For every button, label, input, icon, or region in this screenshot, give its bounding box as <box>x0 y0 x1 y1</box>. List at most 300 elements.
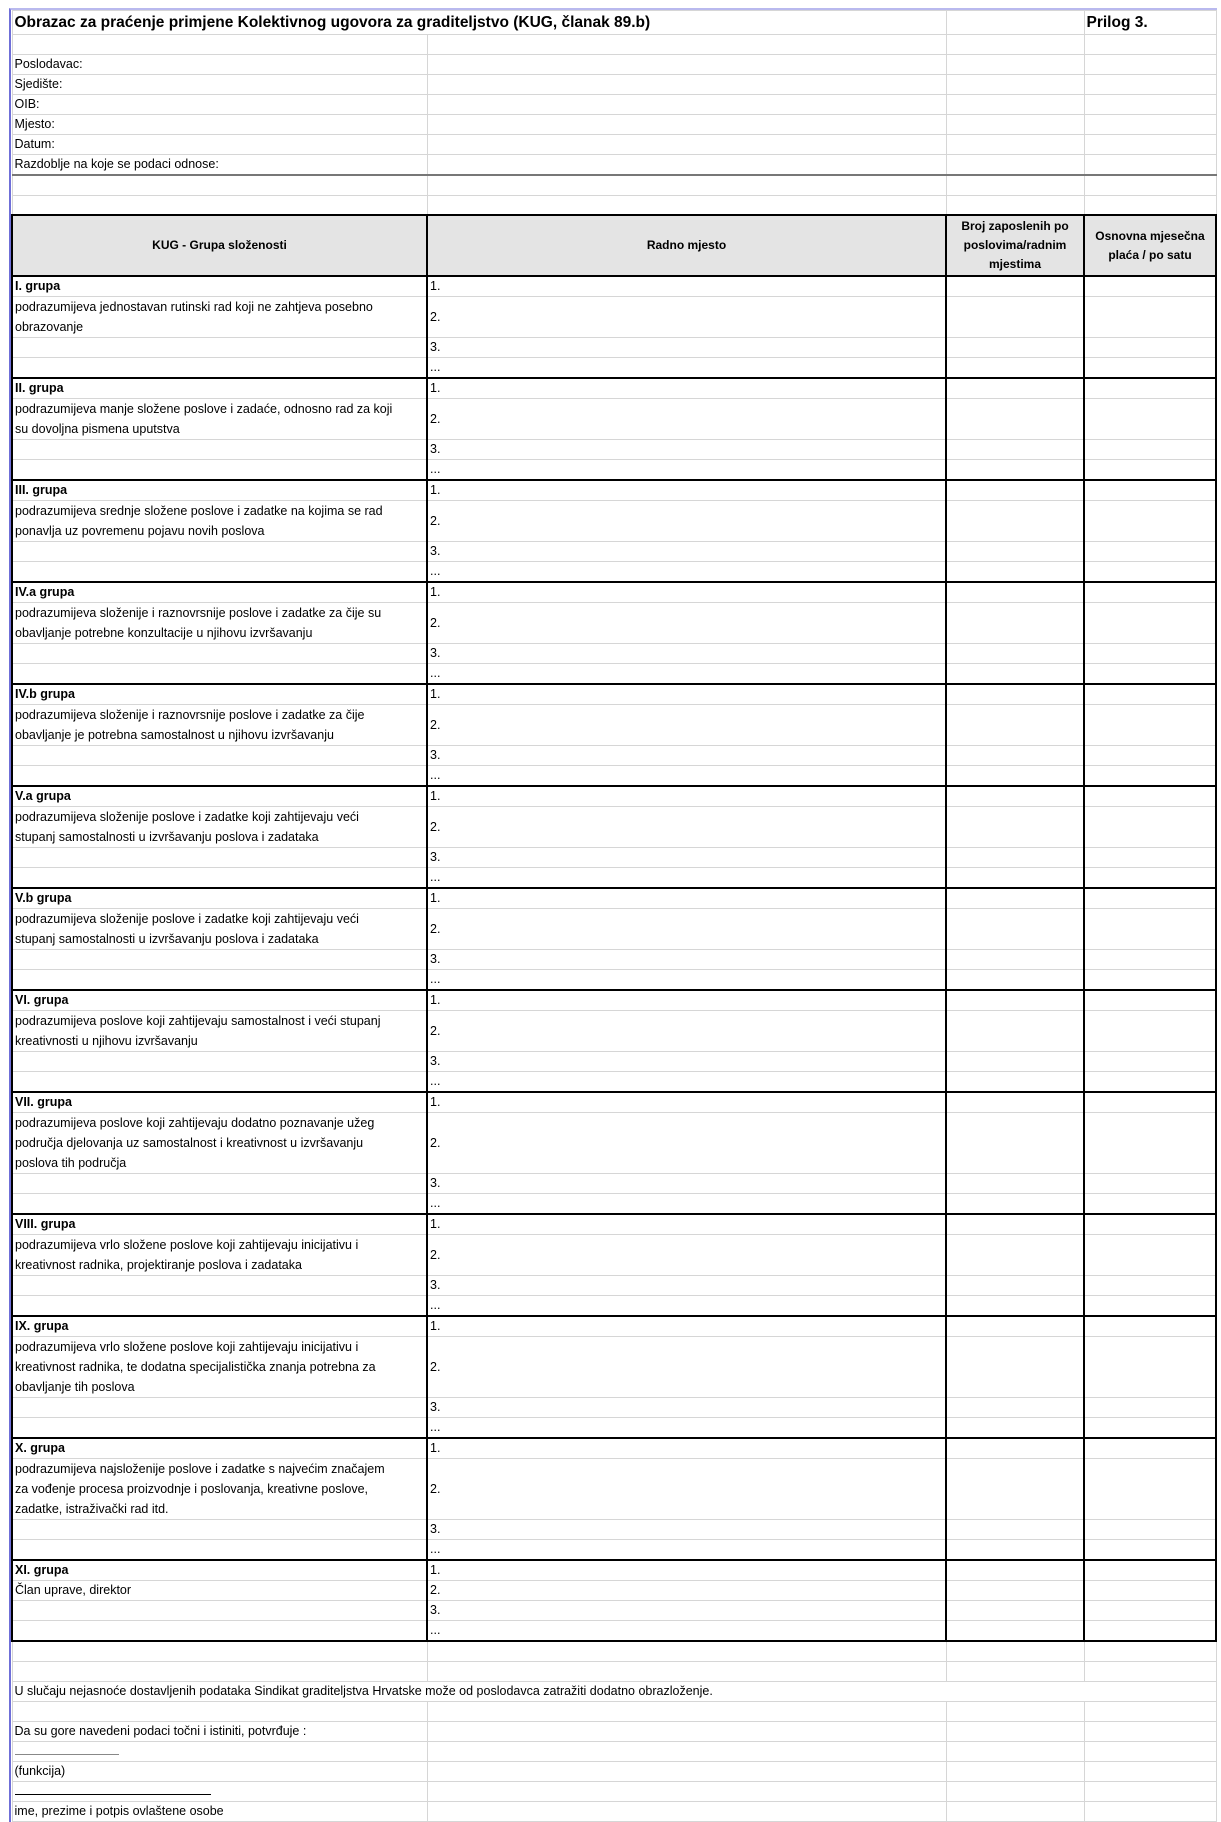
base-salary-input[interactable] <box>1084 440 1216 460</box>
cell <box>12 746 427 766</box>
employee-count-input[interactable] <box>946 440 1084 460</box>
group-row <box>12 603 1216 644</box>
description-line: zadatke, istraživački rad itd. <box>15 1502 169 1516</box>
employee-count-input[interactable] <box>946 582 1084 603</box>
description-line: stupanj samostalnosti u izvršavanju poslova i zadataka <box>15 932 319 946</box>
field-value-input[interactable] <box>427 75 946 95</box>
employee-count-input[interactable] <box>946 358 1084 379</box>
cell[interactable] <box>1084 1781 1216 1801</box>
description-line: podrazumijeva poslove koji zahtijevaju samostalnost i veći stupanj <box>15 1014 381 1028</box>
cell[interactable] <box>427 1781 946 1801</box>
cell[interactable] <box>12 1641 427 1661</box>
job-position-input[interactable]: 2. <box>427 1459 946 1520</box>
employee-count-input[interactable] <box>946 684 1084 705</box>
field-label: OIB: <box>12 95 427 115</box>
function-signature-line[interactable] <box>12 1741 427 1761</box>
job-position-input[interactable]: ... <box>427 970 946 991</box>
group-row <box>12 1214 1216 1235</box>
job-position-input[interactable]: 3. <box>427 1174 946 1194</box>
group-row <box>12 1621 1216 1642</box>
employee-count-input[interactable] <box>946 868 1084 889</box>
cell[interactable] <box>946 11 1084 35</box>
note-row <box>12 1681 1216 1701</box>
cell[interactable] <box>946 35 1084 55</box>
base-salary-input[interactable] <box>1084 1540 1216 1561</box>
employee-count-input[interactable] <box>946 338 1084 358</box>
job-position-input[interactable]: 3. <box>427 1398 946 1418</box>
group-row <box>12 990 1216 1011</box>
job-position-input[interactable]: 3. <box>427 542 946 562</box>
employee-count-input[interactable] <box>946 848 1084 868</box>
employee-count-input[interactable] <box>946 1214 1084 1235</box>
group-row <box>12 888 1216 909</box>
job-position-input[interactable]: ... <box>427 358 946 379</box>
cell[interactable] <box>12 1701 427 1721</box>
employee-count-input[interactable] <box>946 888 1084 909</box>
base-salary-input[interactable] <box>1084 664 1216 685</box>
base-salary-input[interactable] <box>1084 1174 1216 1194</box>
base-salary-input[interactable] <box>1084 542 1216 562</box>
job-position-input[interactable]: ... <box>427 868 946 889</box>
employee-count-input[interactable] <box>946 1092 1084 1113</box>
cell[interactable] <box>1084 115 1216 135</box>
base-salary-input[interactable] <box>1084 378 1216 399</box>
base-salary-input[interactable] <box>1084 1459 1216 1520</box>
employee-count-input[interactable] <box>946 909 1084 950</box>
employee-count-input[interactable] <box>946 1520 1084 1540</box>
job-position-input[interactable]: ... <box>427 1194 946 1215</box>
job-position-input[interactable]: ... <box>427 562 946 583</box>
job-position-input[interactable]: 2. <box>427 1235 946 1276</box>
cell <box>12 1194 427 1215</box>
job-position-input[interactable]: 2. <box>427 909 946 950</box>
group-row <box>12 1398 1216 1418</box>
employee-count-input[interactable] <box>946 1113 1084 1174</box>
signature-label: ime, prezime i potpis ovlaštene osobe <box>12 1801 427 1821</box>
group-row <box>12 480 1216 501</box>
cell[interactable] <box>1084 75 1216 95</box>
cell <box>12 970 427 991</box>
base-salary-input[interactable] <box>1084 1214 1216 1235</box>
base-salary-input[interactable] <box>1084 1438 1216 1459</box>
cell[interactable] <box>1084 1701 1216 1721</box>
group-row <box>12 970 1216 991</box>
job-position-input[interactable]: ... <box>427 460 946 481</box>
group-description <box>12 705 427 746</box>
employee-count-input[interactable] <box>946 1540 1084 1561</box>
cell[interactable] <box>946 175 1084 195</box>
employee-count-input[interactable] <box>946 1276 1084 1296</box>
base-salary-input[interactable] <box>1084 766 1216 787</box>
cell[interactable] <box>946 155 1084 176</box>
employee-count-input[interactable] <box>946 542 1084 562</box>
cell[interactable] <box>946 1721 1084 1741</box>
cell <box>12 644 427 664</box>
group-description <box>12 807 427 848</box>
cell <box>12 358 427 379</box>
cell[interactable] <box>12 175 427 195</box>
employee-count-input[interactable] <box>946 1316 1084 1337</box>
base-salary-input[interactable] <box>1084 990 1216 1011</box>
job-position-input[interactable]: 1. <box>427 276 946 297</box>
base-salary-input[interactable] <box>1084 297 1216 338</box>
base-salary-input[interactable] <box>1084 1316 1216 1337</box>
base-salary-input[interactable] <box>1084 807 1216 848</box>
cell[interactable] <box>946 95 1084 115</box>
cell[interactable] <box>427 195 946 215</box>
employee-count-input[interactable] <box>946 950 1084 970</box>
cell[interactable] <box>427 35 946 55</box>
base-salary-input[interactable] <box>1084 1092 1216 1113</box>
job-position-input[interactable]: 2. <box>427 1337 946 1398</box>
employee-count-input[interactable] <box>946 378 1084 399</box>
base-salary-input[interactable] <box>1084 399 1216 440</box>
cell[interactable] <box>1084 135 1216 155</box>
confirm-text: Da su gore navedeni podaci točni i istiniti, potvrđuje : <box>12 1721 427 1741</box>
cell[interactable] <box>946 55 1084 75</box>
job-position-input[interactable]: ... <box>427 766 946 787</box>
employee-count-input[interactable] <box>946 1398 1084 1418</box>
job-position-input[interactable]: 2. <box>427 297 946 338</box>
description-line: područja djelovanja uz samostalnost i kreativnost u izvršavanju <box>15 1136 364 1150</box>
cell <box>12 1174 427 1194</box>
cell[interactable] <box>1084 1721 1216 1741</box>
job-position-input[interactable]: 2. <box>427 399 946 440</box>
group-row <box>12 1011 1216 1052</box>
base-salary-input[interactable] <box>1084 1621 1216 1642</box>
field-value-input[interactable] <box>427 55 946 75</box>
cell[interactable] <box>1084 175 1216 195</box>
job-position-input[interactable]: 3. <box>427 950 946 970</box>
employee-count-input[interactable] <box>946 807 1084 848</box>
employee-count-input[interactable] <box>946 1581 1084 1601</box>
cell[interactable] <box>1084 1741 1216 1761</box>
cell[interactable] <box>1084 1761 1216 1781</box>
base-salary-input[interactable] <box>1084 786 1216 807</box>
attachment-label: Prilog 3. <box>1084 11 1216 35</box>
cell[interactable] <box>946 1801 1084 1821</box>
employee-count-input[interactable] <box>946 990 1084 1011</box>
description-line: obavljanje tih poslova <box>15 1380 135 1394</box>
base-salary-input[interactable] <box>1084 868 1216 889</box>
description-line: stupanj samostalnosti u izvršavanju poslova i zadataka <box>15 830 319 844</box>
employee-count-input[interactable] <box>946 786 1084 807</box>
job-position-input[interactable]: 2. <box>427 807 946 848</box>
base-salary-input[interactable] <box>1084 684 1216 705</box>
group-name: IV.b grupa <box>12 684 427 705</box>
group-row <box>12 664 1216 685</box>
group-row <box>12 1316 1216 1337</box>
job-position-input[interactable]: 1. <box>427 1560 946 1581</box>
base-salary-input[interactable] <box>1084 338 1216 358</box>
base-salary-input[interactable] <box>1084 1581 1216 1601</box>
group-description: Član uprave, direktor <box>12 1581 427 1601</box>
base-salary-input[interactable] <box>1084 562 1216 583</box>
employee-count-input[interactable] <box>946 1011 1084 1052</box>
cell[interactable] <box>12 195 427 215</box>
employee-count-input[interactable] <box>946 460 1084 481</box>
group-row <box>12 1459 1216 1520</box>
field-label: Sjedište: <box>12 75 427 95</box>
group-row <box>12 684 1216 705</box>
job-position-input[interactable]: 1. <box>427 1316 946 1337</box>
cell[interactable] <box>427 1801 946 1821</box>
group-row <box>12 358 1216 379</box>
field-value-input[interactable] <box>427 115 946 135</box>
group-row <box>12 1520 1216 1540</box>
employee-count-input[interactable] <box>946 1194 1084 1215</box>
base-salary-input[interactable] <box>1084 950 1216 970</box>
job-position-input[interactable]: 1. <box>427 990 946 1011</box>
field-label: Datum: <box>12 135 427 155</box>
description-line: podrazumijeva manje složene poslove i zadaće, odnosno rad za koji <box>15 402 393 416</box>
employee-count-input[interactable] <box>946 1601 1084 1621</box>
signature-line-row <box>12 1781 1216 1801</box>
job-position-input[interactable]: 3. <box>427 1520 946 1540</box>
job-position-input[interactable]: 2. <box>427 501 946 542</box>
job-position-input[interactable]: 3. <box>427 1601 946 1621</box>
cell[interactable] <box>427 1641 946 1661</box>
field-value-input[interactable] <box>427 95 946 115</box>
employee-count-input[interactable] <box>946 1337 1084 1398</box>
cell[interactable] <box>427 175 946 195</box>
group-row <box>12 1276 1216 1296</box>
function-label-row <box>12 1761 1216 1781</box>
group-name: IV.a grupa <box>12 582 427 603</box>
base-salary-input[interactable] <box>1084 582 1216 603</box>
base-salary-input[interactable] <box>1084 848 1216 868</box>
field-value-input[interactable] <box>427 135 946 155</box>
base-salary-input[interactable] <box>1084 1418 1216 1439</box>
job-position-input[interactable]: 1. <box>427 480 946 501</box>
job-position-input[interactable]: ... <box>427 1621 946 1642</box>
group-row <box>12 1601 1216 1621</box>
info-field-row <box>12 115 1216 135</box>
job-position-input[interactable]: 3. <box>427 1052 946 1072</box>
base-salary-input[interactable] <box>1084 746 1216 766</box>
employee-count-input[interactable] <box>946 1052 1084 1072</box>
job-position-input[interactable]: 2. <box>427 1113 946 1174</box>
employee-count-input[interactable] <box>946 603 1084 644</box>
job-position-input[interactable]: 1. <box>427 888 946 909</box>
group-row <box>12 1113 1216 1174</box>
cell[interactable] <box>427 1721 946 1741</box>
group-description <box>12 1113 427 1174</box>
job-position-input[interactable]: 3. <box>427 440 946 460</box>
cell[interactable] <box>427 1661 946 1681</box>
group-row <box>12 582 1216 603</box>
cell[interactable] <box>946 115 1084 135</box>
base-salary-input[interactable] <box>1084 480 1216 501</box>
employee-count-input[interactable] <box>946 501 1084 542</box>
cell[interactable] <box>946 1741 1084 1761</box>
base-salary-input[interactable] <box>1084 1601 1216 1621</box>
base-salary-input[interactable] <box>1084 1398 1216 1418</box>
job-position-input[interactable]: 1. <box>427 378 946 399</box>
employee-count-input[interactable] <box>946 705 1084 746</box>
description-line: obavljanje je potrebna samostalnost u njihovu izvršavanju <box>15 728 334 742</box>
cell[interactable] <box>427 1761 946 1781</box>
base-salary-input[interactable] <box>1084 1072 1216 1093</box>
form-title: Obrazac za praćenje primjene Kolektivnog ugovora za graditeljstvo (KUG, članak 89.b) <box>12 11 946 35</box>
description-line: podrazumijeva vrlo složene poslove koji zahtijevaju inicijativu i <box>15 1340 359 1354</box>
employee-count-input[interactable] <box>946 766 1084 787</box>
cell <box>12 562 427 583</box>
confirm-row <box>12 1721 1216 1741</box>
base-salary-input[interactable] <box>1084 358 1216 379</box>
base-salary-input[interactable] <box>1084 970 1216 991</box>
employee-count-input[interactable] <box>946 562 1084 583</box>
employee-count-input[interactable] <box>946 1296 1084 1317</box>
base-salary-input[interactable] <box>1084 1337 1216 1398</box>
base-salary-input[interactable] <box>1084 1520 1216 1540</box>
field-value-input[interactable] <box>427 155 946 176</box>
description-line: podrazumijeva složenije i raznovrsnije poslove i zadatke za čije su <box>15 606 382 620</box>
cell[interactable] <box>427 1741 946 1761</box>
job-position-input[interactable]: ... <box>427 1072 946 1093</box>
cell[interactable] <box>1084 35 1216 55</box>
description-line: kreativnost radnika, projektiranje poslova i zadataka <box>15 1258 302 1272</box>
cell[interactable] <box>946 1641 1084 1661</box>
employee-count-input[interactable] <box>946 1072 1084 1093</box>
cell[interactable] <box>427 1701 946 1721</box>
group-description <box>12 501 427 542</box>
cell[interactable] <box>946 1661 1084 1681</box>
group-name: X. grupa <box>12 1438 427 1459</box>
group-row <box>12 786 1216 807</box>
field-label: Mjesto: <box>12 115 427 135</box>
employee-count-input[interactable] <box>946 1418 1084 1439</box>
employee-count-input[interactable] <box>946 746 1084 766</box>
employee-count-input[interactable] <box>946 1560 1084 1581</box>
base-salary-input[interactable] <box>1084 501 1216 542</box>
job-position-input[interactable]: ... <box>427 1540 946 1561</box>
cell[interactable] <box>946 1701 1084 1721</box>
cell[interactable] <box>1084 195 1216 215</box>
description-line: obrazovanje <box>15 320 84 334</box>
base-salary-input[interactable] <box>1084 1194 1216 1215</box>
cell[interactable] <box>12 1661 427 1681</box>
cell <box>12 1418 427 1439</box>
base-salary-input[interactable] <box>1084 1113 1216 1174</box>
cell <box>12 950 427 970</box>
employee-count-input[interactable] <box>946 970 1084 991</box>
cell[interactable] <box>946 1781 1084 1801</box>
description-line: podrazumijeva najsloženije poslove i zadatke s najvećim značajem <box>15 1462 385 1476</box>
cell[interactable] <box>946 135 1084 155</box>
base-salary-input[interactable] <box>1084 1560 1216 1581</box>
job-position-input[interactable]: 2. <box>427 1581 946 1601</box>
job-position-input[interactable]: 3. <box>427 848 946 868</box>
employee-count-input[interactable] <box>946 276 1084 297</box>
form-table <box>11 10 1217 1822</box>
base-salary-input[interactable] <box>1084 1235 1216 1276</box>
job-position-input[interactable]: 1. <box>427 1438 946 1459</box>
job-position-input[interactable]: 1. <box>427 1092 946 1113</box>
group-description <box>12 1459 427 1520</box>
cell[interactable] <box>1084 1801 1216 1821</box>
base-salary-input[interactable] <box>1084 644 1216 664</box>
job-position-input[interactable]: 3. <box>427 644 946 664</box>
job-position-input[interactable]: 3. <box>427 746 946 766</box>
cell <box>12 766 427 787</box>
group-row <box>12 1438 1216 1459</box>
cell <box>12 542 427 562</box>
employee-count-input[interactable] <box>946 1235 1084 1276</box>
group-row <box>12 950 1216 970</box>
base-salary-input[interactable] <box>1084 888 1216 909</box>
base-salary-input[interactable] <box>1084 1276 1216 1296</box>
base-salary-input[interactable] <box>1084 1296 1216 1317</box>
cell[interactable] <box>1084 1641 1216 1661</box>
base-salary-input[interactable] <box>1084 1052 1216 1072</box>
cell <box>12 460 427 481</box>
cell[interactable] <box>1084 1661 1216 1681</box>
employee-count-input[interactable] <box>946 399 1084 440</box>
job-position-input[interactable]: 1. <box>427 684 946 705</box>
cell[interactable] <box>1084 95 1216 115</box>
group-row <box>12 1174 1216 1194</box>
job-position-input[interactable]: ... <box>427 1296 946 1317</box>
info-field-row <box>12 95 1216 115</box>
group-row <box>12 1418 1216 1439</box>
cell <box>12 1601 427 1621</box>
cell <box>12 1520 427 1540</box>
group-row <box>12 460 1216 481</box>
employee-count-input[interactable] <box>946 1459 1084 1520</box>
column-header: Broj zaposlenih po poslovima/radnim mjestima <box>946 215 1084 276</box>
job-position-input[interactable]: 2. <box>427 603 946 644</box>
job-position-input[interactable]: 2. <box>427 1011 946 1052</box>
cell[interactable] <box>946 1761 1084 1781</box>
group-row <box>12 276 1216 297</box>
job-position-input[interactable]: 2. <box>427 705 946 746</box>
group-row <box>12 1235 1216 1276</box>
employee-count-input[interactable] <box>946 297 1084 338</box>
cell <box>12 1621 427 1642</box>
base-salary-input[interactable] <box>1084 909 1216 950</box>
cell[interactable] <box>1084 55 1216 75</box>
cell[interactable] <box>1084 155 1216 176</box>
group-description <box>12 1235 427 1276</box>
job-position-input[interactable]: 3. <box>427 1276 946 1296</box>
employee-count-input[interactable] <box>946 664 1084 685</box>
base-salary-input[interactable] <box>1084 460 1216 481</box>
job-position-input[interactable]: ... <box>427 1418 946 1439</box>
job-position-input[interactable]: 3. <box>427 338 946 358</box>
field-label: Razdoblje na koje se podaci odnose: <box>12 155 427 176</box>
base-salary-input[interactable] <box>1084 603 1216 644</box>
column-header: Radno mjesto <box>427 215 946 276</box>
employee-count-input[interactable] <box>946 1174 1084 1194</box>
employee-count-input[interactable] <box>946 1438 1084 1459</box>
base-salary-input[interactable] <box>1084 276 1216 297</box>
signature-line[interactable] <box>12 1781 427 1801</box>
employee-count-input[interactable] <box>946 480 1084 501</box>
job-position-input[interactable]: 1. <box>427 582 946 603</box>
cell[interactable] <box>946 195 1084 215</box>
base-salary-input[interactable] <box>1084 1011 1216 1052</box>
employee-count-input[interactable] <box>946 1621 1084 1642</box>
cell[interactable] <box>12 35 427 55</box>
job-position-input[interactable]: 1. <box>427 1214 946 1235</box>
job-position-input[interactable]: ... <box>427 664 946 685</box>
employee-count-input[interactable] <box>946 644 1084 664</box>
group-row <box>12 868 1216 889</box>
cell[interactable] <box>946 75 1084 95</box>
job-position-input[interactable]: 1. <box>427 786 946 807</box>
base-salary-input[interactable] <box>1084 705 1216 746</box>
